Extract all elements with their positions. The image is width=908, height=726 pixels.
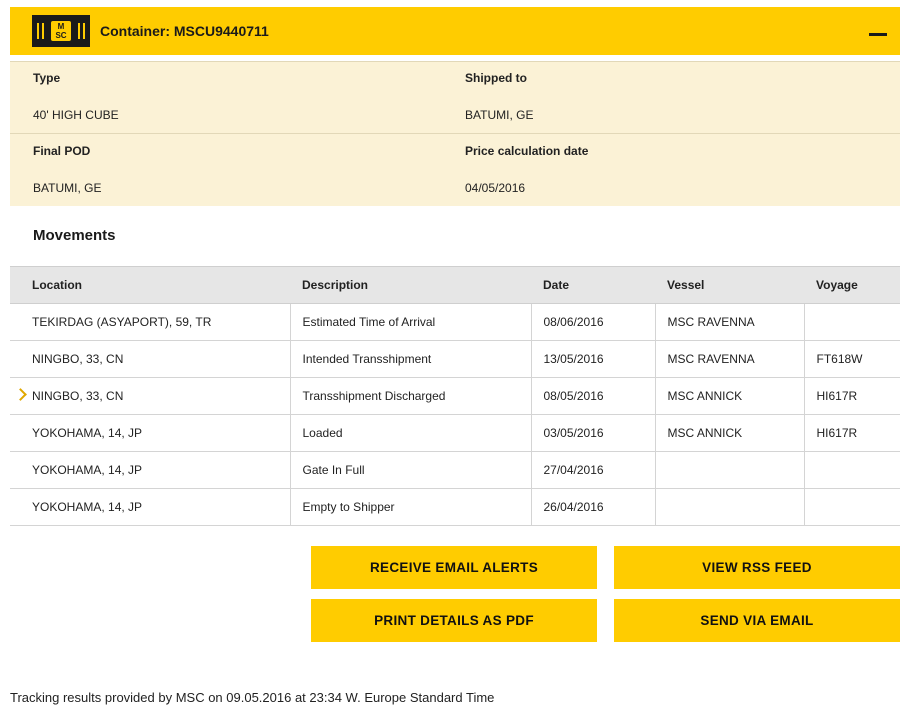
table-row-current[interactable] xyxy=(10,378,900,415)
table-row[interactable] xyxy=(10,341,900,378)
chevron-right-icon xyxy=(14,388,27,401)
tracking-footer-note: Tracking results provided by MSC on 09.05.2016 at 23:34 W. Europe Standard Time xyxy=(10,690,495,705)
vessel-cell: MSC ANNICK xyxy=(655,415,804,452)
date-cell: 13/05/2016 xyxy=(531,341,655,378)
date-cell: 26/04/2016 xyxy=(531,489,655,526)
msc-logo: M SC xyxy=(32,15,90,47)
price-date-label: Price calculation date xyxy=(465,144,589,158)
column-header-description: Description xyxy=(290,267,531,304)
date-cell: 27/04/2016 xyxy=(531,452,655,489)
column-header-voyage: Voyage xyxy=(804,267,900,304)
table-row[interactable] xyxy=(10,415,900,452)
vessel-cell xyxy=(655,452,804,489)
final-pod-value: BATUMI, GE xyxy=(33,181,102,195)
price-date-value: 04/05/2016 xyxy=(465,181,526,195)
type-label: Type xyxy=(33,71,61,85)
description-cell: Transshipment Discharged xyxy=(290,378,531,415)
voyage-cell xyxy=(804,489,900,526)
send-via-email-button[interactable]: SEND VIA EMAIL xyxy=(614,599,900,642)
table-row[interactable] xyxy=(10,489,900,526)
container-info-panel xyxy=(10,61,900,206)
info-divider xyxy=(10,133,900,134)
table-header-row xyxy=(10,267,900,304)
minus-icon[interactable] xyxy=(869,33,887,36)
voyage-cell xyxy=(804,452,900,489)
movements-heading: Movements xyxy=(33,227,116,244)
location-cell: NINGBO, 33, CN xyxy=(10,378,290,415)
voyage-cell: HI617R xyxy=(804,415,900,452)
description-cell: Intended Transshipment xyxy=(290,341,531,378)
receive-email-alerts-button[interactable]: RECEIVE EMAIL ALERTS xyxy=(311,546,597,589)
shipped-to-value: BATUMI, GE xyxy=(465,108,534,122)
date-cell: 08/05/2016 xyxy=(531,378,655,415)
vessel-cell: MSC RAVENNA xyxy=(655,304,804,341)
date-cell: 08/06/2016 xyxy=(531,304,655,341)
shipped-to-label: Shipped to xyxy=(465,71,527,85)
column-header-vessel: Vessel xyxy=(655,267,804,304)
date-cell: 03/05/2016 xyxy=(531,415,655,452)
location-cell: NINGBO, 33, CN xyxy=(10,341,290,378)
location-cell: YOKOHAMA, 14, JP xyxy=(10,415,290,452)
description-cell: Empty to Shipper xyxy=(290,489,531,526)
column-header-date: Date xyxy=(531,267,655,304)
container-header[interactable] xyxy=(10,7,900,55)
location-cell: YOKOHAMA, 14, JP xyxy=(10,452,290,489)
final-pod-label: Final POD xyxy=(33,144,91,158)
voyage-cell: FT618W xyxy=(804,341,900,378)
description-cell: Gate In Full xyxy=(290,452,531,489)
table-row[interactable] xyxy=(10,304,900,341)
description-cell: Estimated Time of Arrival xyxy=(290,304,531,341)
voyage-cell xyxy=(804,304,900,341)
table-row[interactable] xyxy=(10,452,900,489)
view-rss-feed-button[interactable]: VIEW RSS FEED xyxy=(614,546,900,589)
container-title: Container: MSCU9440711 xyxy=(100,23,269,39)
movements-table xyxy=(10,266,900,526)
location-cell: TEKIRDAG (ASYAPORT), 59, TR xyxy=(10,304,290,341)
voyage-cell: HI617R xyxy=(804,378,900,415)
vessel-cell xyxy=(655,489,804,526)
location-cell: YOKOHAMA, 14, JP xyxy=(10,489,290,526)
vessel-cell: MSC ANNICK xyxy=(655,378,804,415)
vessel-cell: MSC RAVENNA xyxy=(655,341,804,378)
print-pdf-button[interactable]: PRINT DETAILS AS PDF xyxy=(311,599,597,642)
description-cell: Loaded xyxy=(290,415,531,452)
column-header-location: Location xyxy=(10,267,290,304)
type-value: 40' HIGH CUBE xyxy=(33,108,119,122)
